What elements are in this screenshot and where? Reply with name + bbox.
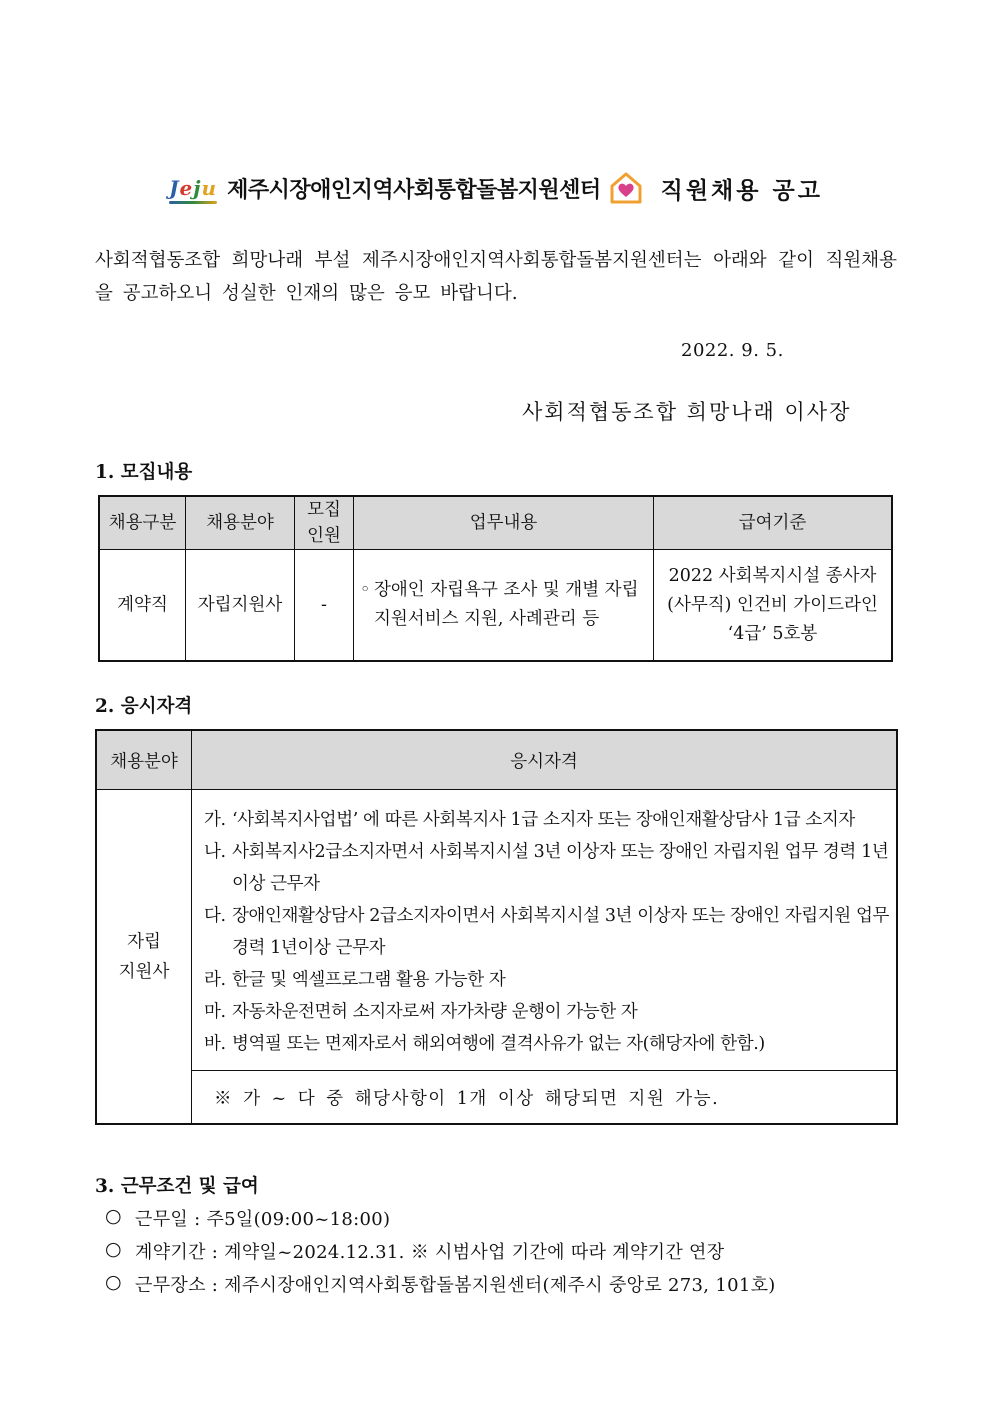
- center-name: 제주시장애인지역사회통합돌봄지원센터: [227, 177, 601, 203]
- list-item: 마. 자동차운전면허 소지자로써 자가차량 운행이 가능한 자: [204, 1002, 638, 1022]
- headcount: -: [295, 550, 354, 662]
- header-cell: 모집 인원: [295, 496, 354, 550]
- qualification-field: 자립 지원사: [96, 790, 192, 1125]
- list-item: 다. 장애인재활상담사 2급소지자이면서 사회복지시설 3년 이상자 또는 장애인 자립지원 업무 경력 1년이상 근무자: [204, 906, 889, 958]
- header-cell: 채용분야: [96, 730, 192, 790]
- qualifications-table: [95, 729, 898, 1125]
- header-cell: 업무내용: [354, 496, 654, 550]
- employment-type: 계약직: [99, 550, 186, 662]
- duty-text: 장애인 자립욕구 조사 및 개별 자립지원서비스 지원, 사례관리 등: [374, 580, 639, 629]
- jeju-logo-swoosh: [169, 201, 217, 204]
- salary-standard: 2022 사회복지시설 종사자 (사무직) 인건비 가이드라인 ‘4급’ 5호봉: [654, 550, 893, 662]
- document-header: [0, 168, 992, 208]
- condition-text: 근무장소 : 제주시장애인지역사회통합돌봄지원센터(제주시 중앙로 273, 101호): [135, 1275, 776, 1296]
- qualification-list: [192, 790, 898, 1071]
- jeju-logo: Jeju: [169, 176, 217, 200]
- page-title: 직원채용 공고: [660, 176, 823, 204]
- table-row: [96, 1071, 897, 1125]
- qualification-note: ※ 가 ~ 다 중 해당사항이 1개 이상 해당되면 지원 가능.: [192, 1071, 898, 1125]
- table-row: [99, 550, 892, 662]
- header-cell: 급여기준: [654, 496, 893, 550]
- list-item: [105, 1238, 724, 1264]
- list-item: 바. 병역필 또는 면제자로서 해외여행에 결격사유가 없는 자(해당자에 한함.): [204, 1034, 765, 1054]
- recruitment-table: [98, 495, 893, 662]
- table-header-row: [99, 496, 892, 550]
- header-cell: 채용구분: [99, 496, 186, 550]
- list-item: 라. 한글 및 엑셀프로그램 활용 가능한 자: [204, 970, 506, 990]
- bullet-icon: ◦: [360, 580, 371, 600]
- job-duties: [354, 550, 654, 662]
- section-title-qualifications: 2. 응시자격: [95, 696, 193, 717]
- table-row: [96, 790, 897, 1071]
- list-item: 나. 사회복지사2급소지자면서 사회복지시설 3년 이상자 또는 장애인 자립지원 업무 경력 1년이상 근무자: [204, 842, 889, 894]
- job-field: 자립지원사: [186, 550, 295, 662]
- header-cell: 응시자격: [192, 730, 898, 790]
- list-item: [105, 1271, 776, 1297]
- condition-text: 계약기간 : 계약일~2024.12.31. ※ 시범사업 기간에 따라 계약기간 연장: [135, 1242, 725, 1263]
- intro-paragraph: 사회적협동조합 희망나래 부설 제주시장애인지역사회통합돌봄지원센터는 아래와 같이 직원채용을 공고하오니 성실한 인재의 많은 응모 바랍니다.: [95, 250, 897, 304]
- announcement-date: 2022. 9. 5.: [681, 340, 784, 361]
- circle-bullet-icon: ○: [105, 1205, 122, 1227]
- circle-bullet-icon: ○: [105, 1238, 122, 1260]
- circle-bullet-icon: ○: [105, 1271, 122, 1293]
- list-item: 가. ‘사회복지사업법’ 에 따른 사회복지사 1급 소지자 또는 장애인재활상담사 1급 소지자: [204, 810, 855, 830]
- heart-house-icon: [609, 171, 643, 205]
- header-cell: 채용분야: [186, 496, 295, 550]
- section-title-conditions: 3. 근무조건 및 급여: [95, 1176, 259, 1197]
- condition-text: 근무일 : 주5일(09:00~18:00): [135, 1209, 391, 1230]
- table-header-row: [96, 730, 897, 790]
- signer: 사회적협동조합 희망나래 이사장: [522, 400, 852, 424]
- list-item: [105, 1205, 390, 1231]
- section-title-recruitment: 1. 모집내용: [95, 462, 193, 483]
